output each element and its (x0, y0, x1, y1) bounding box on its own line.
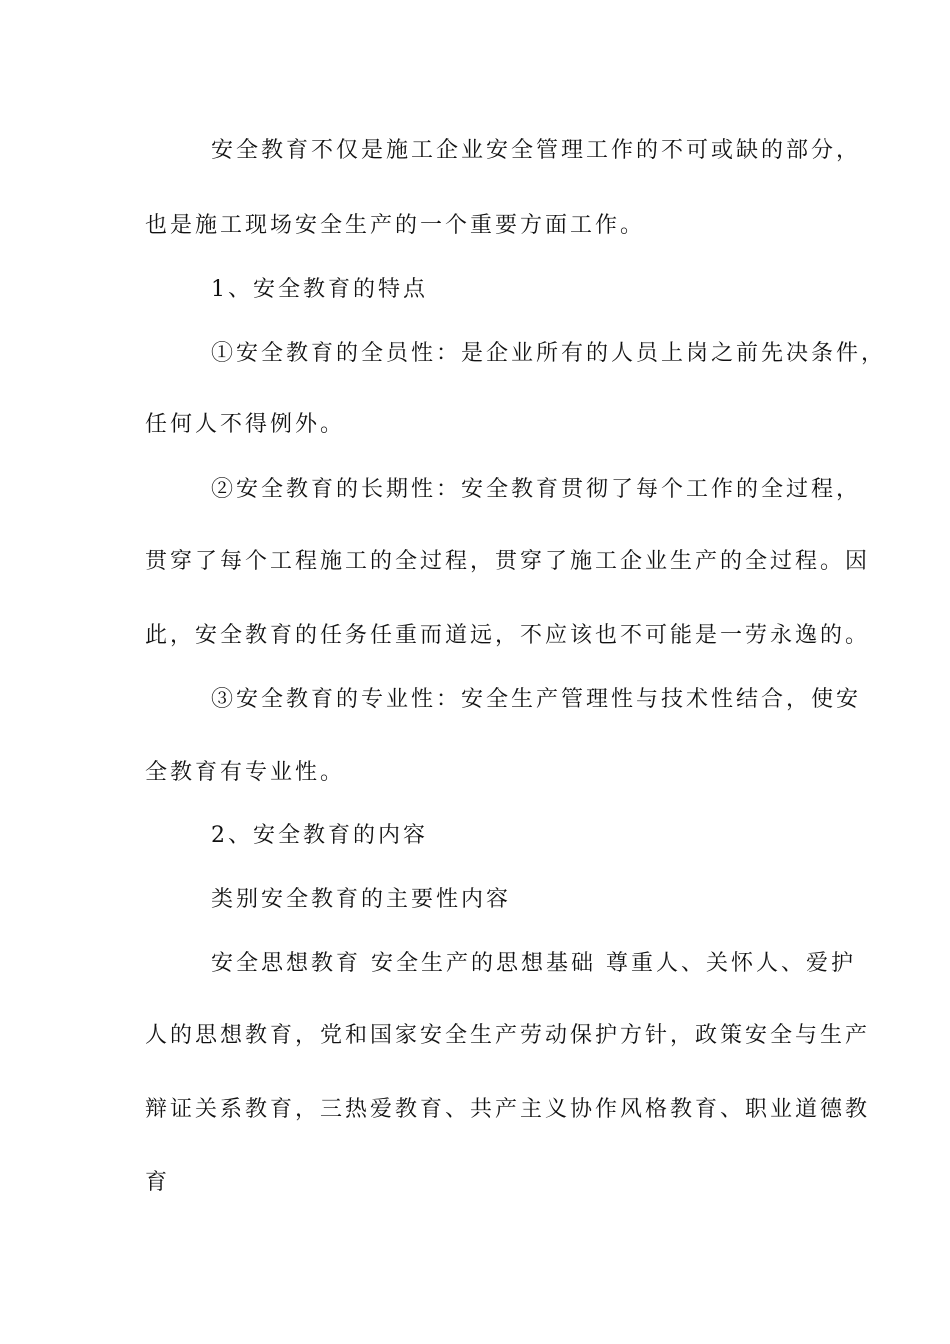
paragraph-line: ③安全教育的专业性：安全生产管理性与技术性结合，使安 (211, 687, 862, 712)
paragraph-line: 育 (145, 1170, 171, 1195)
paragraph-line: 安全思想教育 安全生产的思想基础 尊重人、关怀人、爱护 (211, 951, 856, 976)
paragraph-line: 类别安全教育的主要性内容 (211, 887, 512, 912)
paragraph-line: 贯穿了每个工程施工的全过程，贯穿了施工企业生产的全过程。因 (145, 549, 871, 574)
paragraph-line: 也是施工现场安全生产的一个重要方面工作。 (145, 213, 646, 238)
paragraph-line: 任何人不得例外。 (145, 412, 346, 437)
paragraph-line: 全教育有专业性。 (145, 760, 346, 785)
paragraph-line: 人的思想教育，党和国家安全生产劳动保护方针，政策安全与生产 (145, 1023, 871, 1048)
paragraph-line: 辩证关系教育，三热爱教育、共产主义协作风格教育、职业道德教 (145, 1097, 871, 1122)
section-heading: 2、安全教育的内容 (211, 823, 428, 848)
paragraph-line: 安全教育不仅是施工企业安全管理工作的不可或缺的部分， (211, 138, 862, 163)
paragraph-line: ②安全教育的长期性：安全教育贯彻了每个工作的全过程， (211, 477, 862, 502)
section-heading: 1、安全教育的特点 (211, 277, 428, 302)
paragraph-line: ①安全教育的全员性：是企业所有的人员上岗之前先决条件， (211, 341, 887, 366)
paragraph-line: 此，安全教育的任务任重而道远，不应该也不可能是一劳永逸的。 (145, 623, 871, 648)
